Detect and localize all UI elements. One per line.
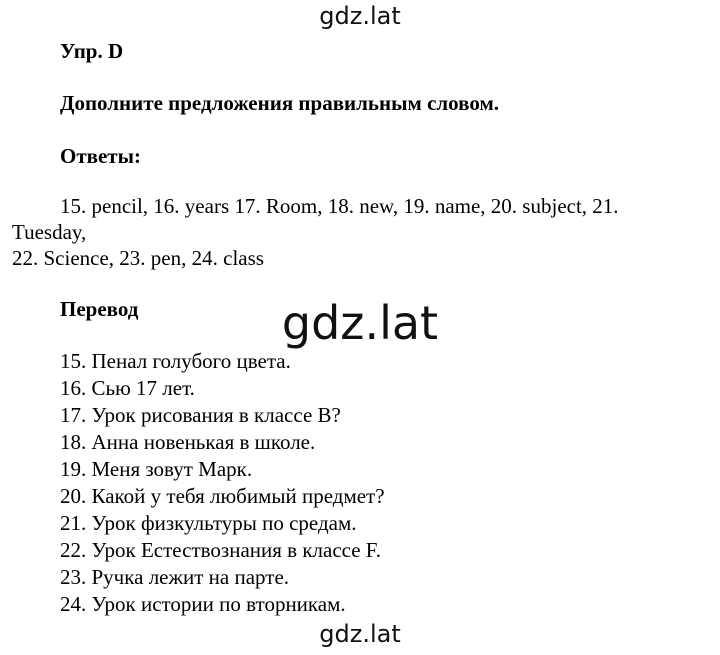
translation-item: 24. Урок истории по вторникам.	[60, 592, 346, 616]
translation-heading: Перевод	[60, 297, 139, 321]
watermark-center: gdz.lat	[281, 296, 439, 350]
task-instruction: Дополните предложения правильным словом.	[60, 91, 500, 115]
answers-line: 22. Science, 23. pen, 24. class	[12, 246, 264, 270]
translation-item: 23. Ручка лежит на парте.	[60, 565, 290, 589]
answers-heading: Ответы:	[60, 144, 142, 168]
translation-item: 22. Урок Естествознания в классе F.	[60, 538, 382, 562]
translation-item: 20. Какой у тебя любимый предмет?	[60, 484, 385, 508]
exercise-title: Упр. D	[60, 39, 124, 63]
answers-line: Tuesday,	[12, 220, 87, 244]
translation-item: 18. Анна новенькая в школе.	[60, 430, 316, 454]
translation-item: 19. Меня зовут Марк.	[60, 457, 253, 481]
watermark-top: gdz.lat	[319, 2, 401, 30]
answers-line: 15. pencil, 16. years 17. Room, 18. new, 19. name, 20. subject, 21.	[60, 194, 619, 218]
translation-item: 21. Урок физкультуры по средам.	[60, 511, 357, 535]
translation-item: 16. Сью 17 лет.	[60, 376, 195, 400]
translation-item: 17. Урок рисования в классе B?	[60, 403, 341, 427]
answers-paragraph	[12, 193, 712, 271]
translation-item: 15. Пенал голубого цвета.	[60, 349, 291, 373]
translation-list	[60, 348, 385, 618]
watermark-bottom: gdz.lat	[319, 620, 401, 648]
